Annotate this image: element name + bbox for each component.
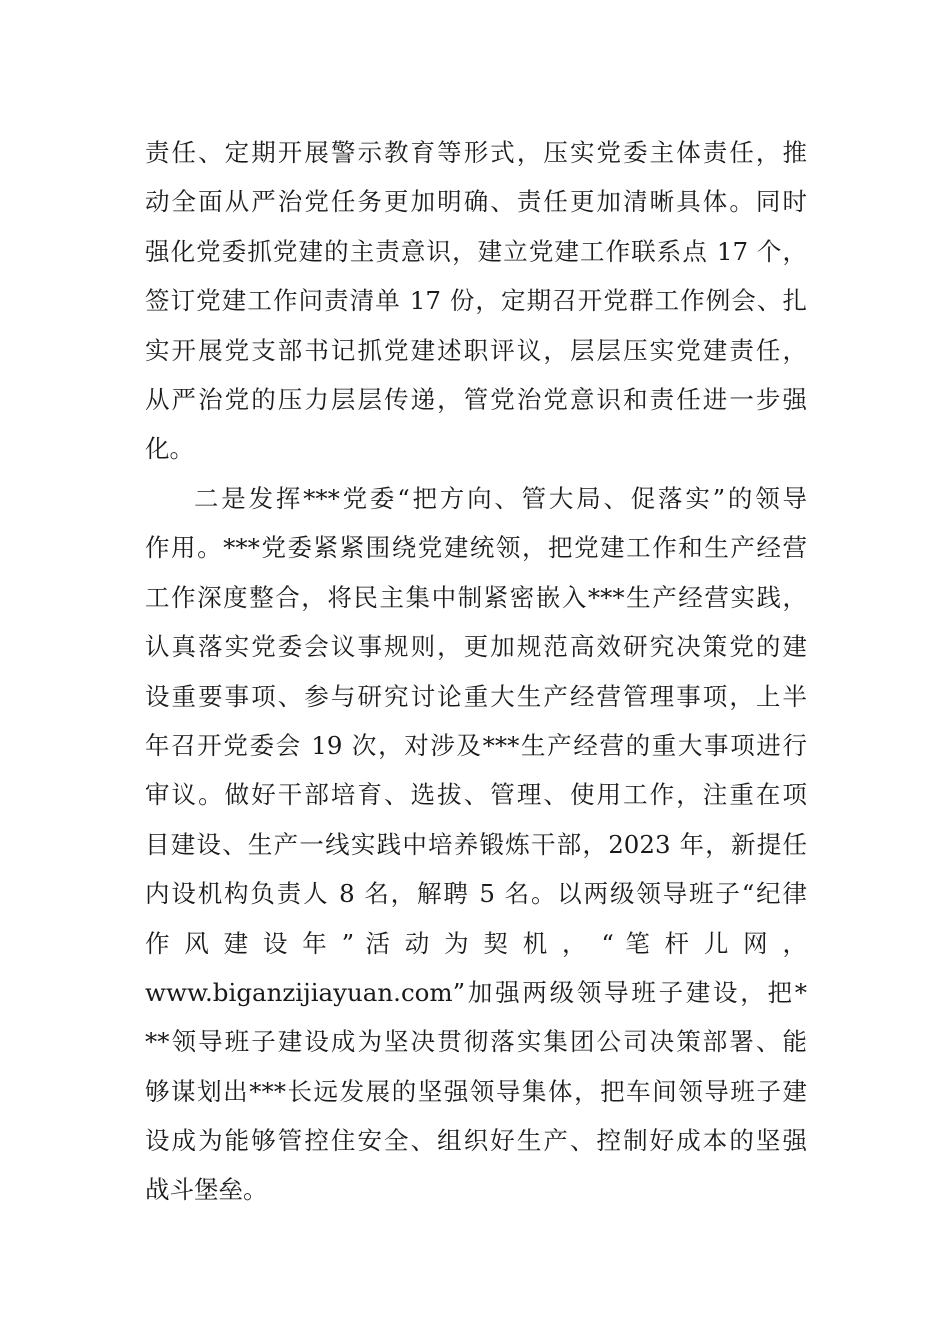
paragraph-1-line: 签订党建工作问责清单 17 份，定期召开党群工作例会、扎 <box>145 286 807 316</box>
paragraph-1-line: 实开展党支部书记抓党建述职评议，层层压实党建责任， <box>145 335 807 365</box>
paragraph-1-line: 动全面从严治党任务更加明确、责任更加清晰具体。同时 <box>145 187 807 217</box>
paragraph-2-line: 二是发挥***党委“把方向、管大局、促落实”的领导 <box>194 484 807 513</box>
paragraph-2-line: 认真落实党委会议事规则，更加规范高效研究决策党的建 <box>145 632 807 662</box>
paragraph-2-line: 工作深度整合，将民主集中制紧密嵌入***生产经营实践， <box>145 582 807 612</box>
paragraph-2-line: 内设机构负责人 8 名，解聘 5 名。以两级领导班子“纪律 <box>145 879 807 909</box>
paragraph-2-line: 设重要事项、参与研究讨论重大生产经营管理事项，上半 <box>145 681 807 711</box>
paragraph-2-line: 设成为能够管控住安全、组织好生产、控制好成本的坚强 <box>145 1126 807 1156</box>
paragraph-1-line: 责任、定期开展警示教育等形式，压实党委主体责任，推 <box>145 138 807 167</box>
paragraph-1-line: 强化党委抓党建的主责意识，建立党建工作联系点 17 个， <box>145 236 807 266</box>
paragraph-1-line: 化。 <box>145 434 194 464</box>
paragraph-1 <box>145 128 807 474</box>
paragraph-2-line: **领导班子建设成为坚决贯彻落实集团公司决策部署、能 <box>145 1027 807 1057</box>
paragraph-2-line: 作 风 建 设 年 ” 活 动 为 契 机 ， “ 笔 杆 儿 网 ， <box>145 928 807 958</box>
paragraph-2-line: 审议。做好干部培育、选拔、管理、使用工作，注重在项 <box>145 780 807 810</box>
paragraph-2-line: 战斗堡垒。 <box>145 1175 268 1205</box>
paragraph-2-line: 目建设、生产一线实践中培养锻炼干部，2023 年，新提任 <box>145 829 807 859</box>
paragraph-1-line: 从严治党的压力层层传递，管党治党意识和责任进一步强 <box>145 384 807 414</box>
paragraph-2-line: 年召开党委会 19 次，对涉及***生产经营的重大事项进行 <box>145 730 807 760</box>
paragraph-2-line: 够谋划出***长远发展的坚强领导集体，把车间领导班子建 <box>145 1076 807 1106</box>
paragraph-2 <box>145 474 807 1215</box>
paragraph-2-line: www.biganzijiayuan.com”加强两级领导班子建设，把* <box>145 977 807 1007</box>
paragraph-2-line: 作用。***党委紧紧围绕党建统领，把党建工作和生产经营 <box>145 533 807 563</box>
